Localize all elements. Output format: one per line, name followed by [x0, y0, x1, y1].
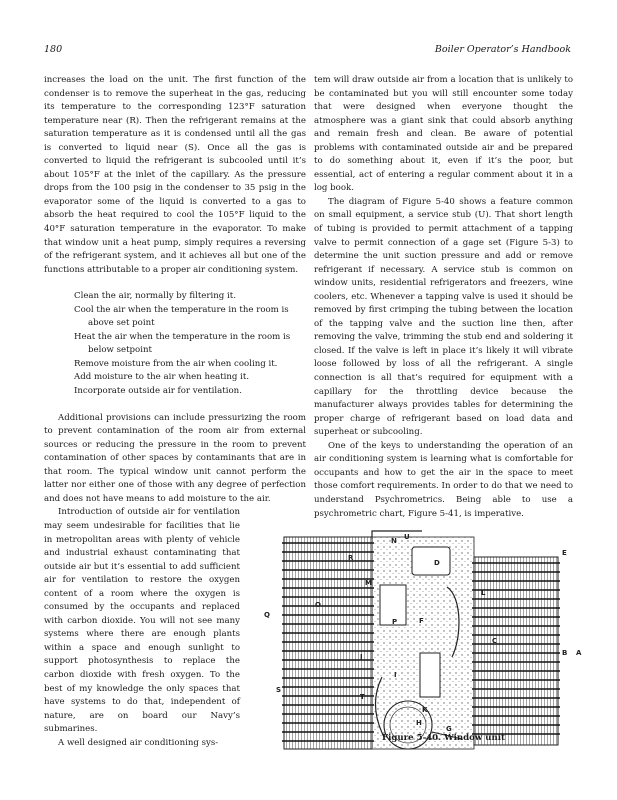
label-J: J [360, 653, 363, 661]
paragraph: Introduction of outside air for ventilation may seem undesirable for facilities that lie in metropolitan areas with plenty of vehicle and industrial exhaust contaminating that outside air but it’s essential to add sufficient air for ventilation to restore the oxygen content of a room where the oxygen is consumed by the occupants and replaced with carbon dioxide. You will not see many systems where there are enough plants within a space and enough sunlight to support photosynthesis to replace the carbon dioxide with fresh oxygen. To the best of my knowledge the only spaces that have systems to do that, independent of nature, are on board our Navy’s submarines. [44, 507, 240, 735]
blower-housing [412, 547, 450, 575]
label-M: M [365, 579, 372, 587]
label-R: R [348, 554, 354, 562]
label-G: G [446, 725, 452, 733]
compressor [420, 653, 440, 697]
figure-caption: Figure 5-40. Window unit [382, 733, 505, 743]
label-L: L [481, 589, 486, 597]
label-Q: Q [264, 611, 270, 619]
label-C: C [492, 637, 498, 645]
paragraph: One of the keys to understanding the operation of an air conditioning system is learning what is comfortable for occupants and how to get the air in the space to meet those comfort requirements. In order to do that we need to understand Psychrometrics. Being able to use a psychrometric chart, Figure 5-41, is imperative. [314, 440, 573, 519]
label-B: B [562, 649, 568, 657]
label-T: T [360, 693, 365, 701]
list-item: Add moisture to the air when heating it. [74, 372, 250, 383]
paragraph: A well designed air conditioning sys- [58, 737, 219, 748]
chassis [372, 531, 474, 749]
page-number: 180 [44, 44, 63, 55]
label-A: A [576, 649, 582, 657]
window-unit-figure [262, 527, 592, 763]
list-item: Cool the air when the temperature in the room is above set point [74, 304, 289, 329]
list-item: Clean the air, normally by filtering it. [74, 291, 236, 302]
label-H: H [416, 719, 422, 727]
window-unit-diagram [262, 527, 592, 763]
label-K: K [422, 706, 428, 714]
evaporator-coil [472, 557, 560, 745]
paragraph: tem will draw outside air from a location that is unlikely to be contaminated but you will still encounter some today that were designed when everyone thought the atmosphere was a giant sink that could absorb anything and remain fresh and clean. Be aware of potential problems with contaminated outside air and be prepared to do something about it, even if it’s the poor, but essential, act of entering a regular comment about it in a log book. [314, 75, 573, 194]
label-E: E [562, 549, 567, 557]
label-D: D [434, 559, 440, 567]
list-item: Heat the air when the temperature in the room is below setpoint [74, 331, 291, 356]
label-O: O [315, 601, 321, 609]
function-list [74, 290, 306, 398]
condenser-coil [282, 537, 374, 749]
running-header-title: Boiler Operator’s Handbook [434, 44, 571, 55]
right-column [314, 74, 573, 521]
label-P: P [392, 618, 398, 626]
list-item: Incorporate outside air for ventilation. [74, 386, 242, 397]
paragraph: Additional provisions can include pressurizing the room to prevent contamination of the room air from external sources or reducing the pressure in the room to prevent contamination of other spaces by contaminants that are in that room. The typical window unit cannot perform the latter nor either one of those with any degree of perfection and does not have means to add moisture to the air. [44, 412, 306, 504]
label-F: F [419, 617, 424, 625]
paragraph: increases the load on the unit. The first function of the condenser is to remove the superheat in the gas, reducing its temperature to the corresponding 123°F saturation temperature near (R). Then the refrigerant remains at the saturation temperature as it is condensed until all the gas is converted to liquid near (S). Once all the gas is converted to liquid the refrigerant is subcooled until it’s about 105°F at the inlet of the capillary. As the pressure drops from the 100 psig in the condenser to 35 psig in the evaporator some of the liquid is converted to a gas to absorb the heat required to cool the 105°F liquid to the 40°F saturation temperature in the evaporator. To make that window unit a heat pump, simply requires a reversing of the refrigerant system, and it achieves all but one of the functions attributable to a proper air conditioning system. [44, 75, 306, 275]
label-S: S [276, 686, 282, 694]
label-N: N [391, 537, 397, 545]
label-I: I [394, 671, 397, 679]
label-U: U [404, 533, 410, 541]
paragraph: The diagram of Figure 5-40 shows a feature common on small equipment, a service stub (U). That short length of tubing is provided to permit attachment of a tapping valve to permit connection of a gage set (Figure 5-3) to determine the unit suction pressure and add or remove refrigerant if necessary. A service stub is common on window units, residential refrigerators and freezers, wine coolers, etc. Whenever a tapping valve is used it should be removed by first crimping the tubing between the location of the tapping valve and the suction line then, after removing the valve, trimming the stub end and soldering it closed. If the valve is left in place it’s likely it will vibrate loose followed by loss of all the refrigerant. A single connection is all that’s required for equipment with a capillary for the throttling device because the manufacturer always provides tables for determining the proper charge of refrigerant based on load data and superheat or subcooling. [314, 196, 573, 438]
list-item: Remove moisture from the air when cooling it. [74, 358, 278, 369]
